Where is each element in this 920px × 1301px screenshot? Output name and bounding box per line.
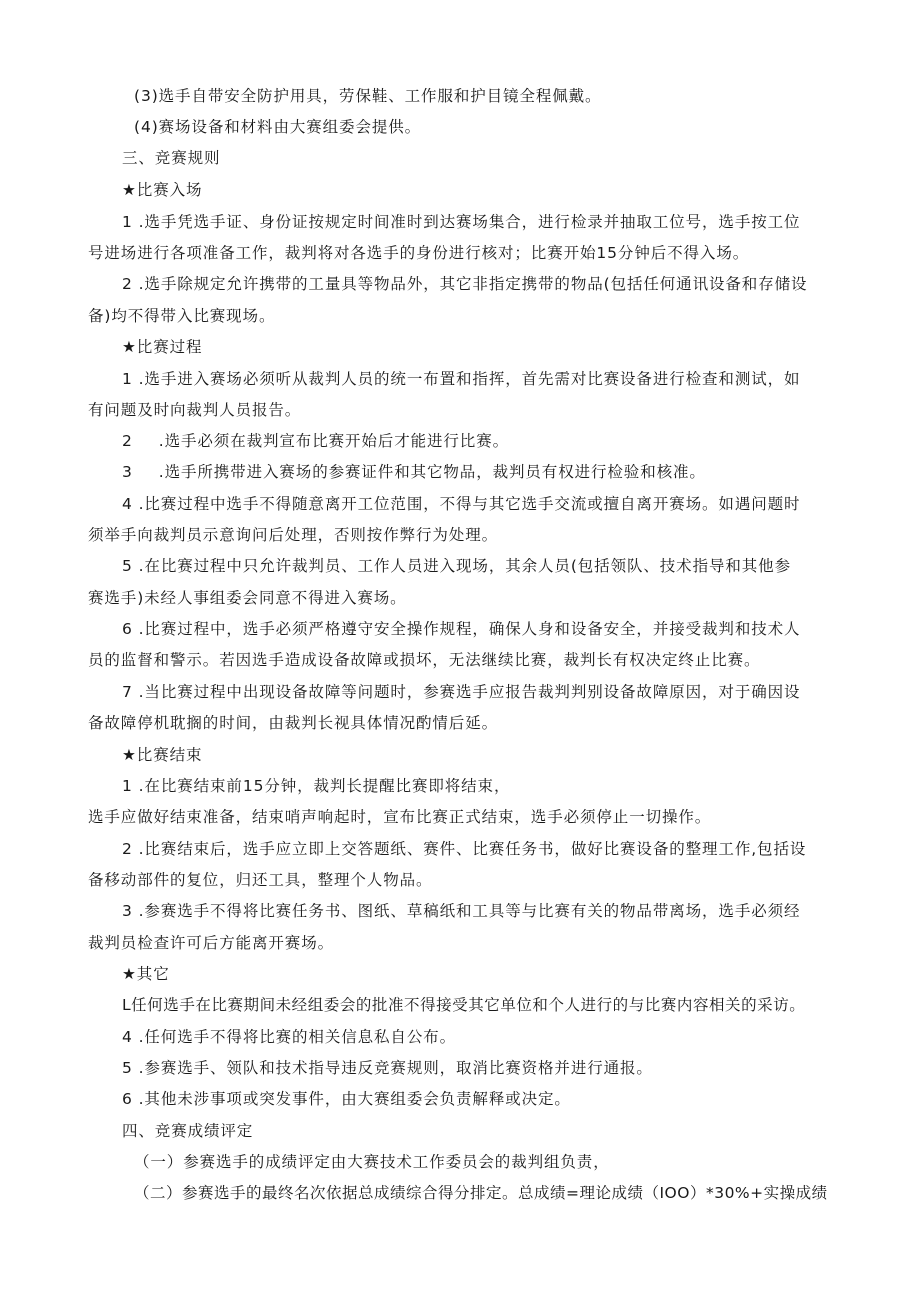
paragraph-line: 1 .选手凭选手证、身份证按规定时间准时到达赛场集合，进行检录并抽取工位号，选手按工位 (122, 213, 801, 231)
paragraph-line: 备)均不得带入比赛现场。 (88, 307, 276, 325)
list-item-3: (3)选手自带安全防护用具，劳保鞋、工作服和护目镜全程佩戴。 (134, 87, 602, 105)
paragraph-line: 须举手向裁判员示意询问后处理，否则按作弊行为处理。 (88, 526, 499, 544)
paragraph-line: 备故障停机耽搁的时间，由裁判长视具体情况酌情后延。 (88, 714, 499, 732)
paragraph-line: 3 .参赛选手不得将比赛任务书、图纸、草稿纸和工具等与比赛有关的物品带离场，选手必须经 (122, 902, 801, 920)
paragraph-line: 2 .选手除规定允许携带的工量具等物品外，其它非指定携带的物品(包括任何通讯设备和存储设 (122, 275, 808, 293)
subheading-finish: ★比赛结束 (122, 746, 203, 764)
paragraph-line: 员的监督和警示。若因选手造成设备故障或损坏，无法继续比赛，裁判长有权决定终止比赛。 (88, 651, 761, 669)
item-text: .选手所携带进入赛场的参赛证件和其它物品，裁判员有权进行检验和核准。 (158, 463, 706, 481)
subheading-other: ★其它 (122, 965, 170, 983)
paragraph-line: 有问题及时向裁判人员报告。 (88, 401, 302, 419)
paragraph-line: 5 .参赛选手、领队和技术指导违反竞赛规则，取消比赛资格并进行通报。 (122, 1059, 653, 1077)
paragraph-line: 裁判员检查许可后方能离开赛场。 (88, 934, 335, 952)
paragraph-line: 选手应做好结束准备，结束哨声响起时，宣布比赛正式结束，选手必须停止一切操作。 (88, 808, 712, 826)
paragraph-line: 2 .比赛结束后，选手应立即上交答题纸、赛件、比赛任务书，做好比赛设备的整理工作,包括设 (122, 840, 807, 858)
paragraph-line: 备移动部件的复位，归还工具，整理个人物品。 (88, 871, 433, 889)
list-item-4: (4)赛场设备和材料由大赛组委会提供。 (134, 118, 422, 136)
paragraph-line: 6 .比赛过程中，选手必须严格遵守安全操作规程，确保人身和设备安全，并接受裁判和技术人 (122, 620, 801, 638)
paragraph-line: （二）参赛选手的最终名次依据总成绩综合得分排定。总成绩=理论成绩（IOO）*30%+实操成绩 (134, 1184, 828, 1202)
paragraph-line: 1 .在比赛结束前15分钟，裁判长提醒比赛即将结束， (122, 777, 511, 795)
subheading-process: ★比赛过程 (122, 338, 203, 356)
paragraph-line: 7 .当比赛过程中出现设备故障等问题时，参赛选手应报告裁判判别设备故障原因，对于确因设 (122, 683, 801, 701)
item-number: 2 (122, 432, 133, 450)
paragraph-line: 赛选手)未经人事组委会同意不得进入赛场。 (88, 589, 407, 607)
paragraph-line: L任何选手在比赛期间未经组委会的批准不得接受其它单位和个人进行的与比赛内容相关的采访。 (122, 996, 806, 1014)
item-number: 3 (122, 463, 133, 481)
paragraph-line (122, 431, 509, 451)
paragraph-line: 5 .在比赛过程中只允许裁判员、工作人员进入现场，其余人员(包括领队、技术指导和其他参 (122, 557, 791, 575)
paragraph-line: （一）参赛选手的成绩评定由大赛技术工作委员会的裁判组负责， (134, 1153, 610, 1171)
section-heading-rules: 三、竞赛规则 (122, 149, 221, 167)
paragraph-line: 4 .比赛过程中选手不得随意离开工位范围，不得与其它选手交流或擅自离开赛场。如遇问题时 (122, 495, 801, 513)
section-heading-scoring: 四、竞赛成绩评定 (122, 1122, 254, 1140)
paragraph-line: 1 .选手进入赛场必须听从裁判人员的统一布置和指挥，首先需对比赛设备进行检查和测试，如 (122, 370, 801, 388)
subheading-entry: ★比赛入场 (122, 181, 203, 199)
paragraph-line (122, 462, 706, 482)
paragraph-line: 号进场进行各项准备工作，裁判将对各选手的身份进行核对；比赛开始15分钟后不得入场。 (88, 244, 750, 262)
paragraph-line: 6 .其他未涉事项或突发事件，由大赛组委会负责解释或决定。 (122, 1090, 571, 1108)
paragraph-line: 4 .任何选手不得将比赛的相关信息私自公布。 (122, 1028, 457, 1046)
item-text: .选手必须在裁判宣布比赛开始后才能进行比赛。 (158, 432, 509, 450)
